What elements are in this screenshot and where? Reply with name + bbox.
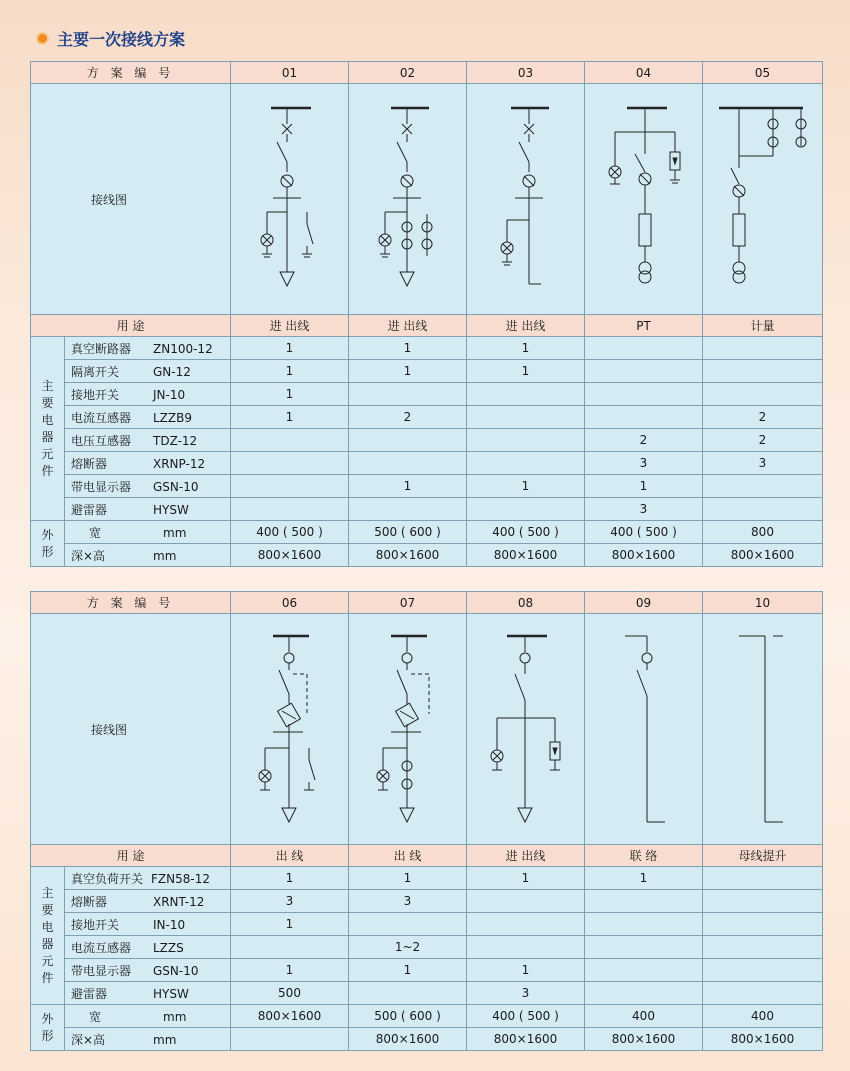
wiring-diagram-row <box>31 614 823 845</box>
table-cell: 800×1600 <box>349 544 467 567</box>
table-cell: 800×1600 <box>467 544 585 567</box>
diagram-breaker-ct-feeder-icon <box>349 84 467 314</box>
component-label: 避雷器 HYSW <box>65 982 231 1005</box>
table-cell: 500 ( 600 ) <box>349 521 467 544</box>
table-row <box>31 1028 823 1051</box>
table-cell <box>585 383 703 406</box>
table-cell <box>703 498 823 521</box>
use-cell: 进 出线 <box>349 315 467 337</box>
table-row <box>31 959 823 982</box>
use-cell: 进 出线 <box>467 845 585 867</box>
table-cell: 1 <box>467 959 585 982</box>
scheme-table-2 <box>30 591 823 1051</box>
table-cell <box>585 360 703 383</box>
dimension-label: 深×高 mm <box>65 544 231 567</box>
scheme-number-row <box>31 592 823 614</box>
use-label: 用 途 <box>31 315 231 337</box>
scheme-number: 07 <box>349 592 467 614</box>
scheme-number: 02 <box>349 62 467 84</box>
table-cell: 1 <box>467 360 585 383</box>
component-label: 电流互感器 LZZB9 <box>65 406 231 429</box>
component-label: 真空断路器 ZN100-12 <box>65 337 231 360</box>
diagram-load-switch-incoming-icon <box>467 614 585 844</box>
table-cell: 2 <box>703 406 823 429</box>
table-cell: 1 <box>349 337 467 360</box>
table-cell <box>231 452 349 475</box>
scheme-number: 10 <box>703 592 823 614</box>
wiring-diagram-row <box>31 84 823 315</box>
scheme-number: 09 <box>585 592 703 614</box>
component-label: 带电显示器 GSN-10 <box>65 959 231 982</box>
table-cell: 1 <box>231 406 349 429</box>
diagram-load-switch-fuse-icon <box>231 614 349 844</box>
component-label: 真空负荷开关 FZN58-12 <box>65 867 231 890</box>
component-label: 电流互感器 LZZS <box>65 936 231 959</box>
table-cell <box>585 890 703 913</box>
diagram-tie-icon <box>585 614 703 844</box>
table-cell <box>703 913 823 936</box>
table-cell <box>231 1028 349 1051</box>
table-row <box>31 936 823 959</box>
table-cell: 1 <box>231 383 349 406</box>
wiring-diagram-02 <box>349 84 467 315</box>
table-row <box>31 406 823 429</box>
table-cell <box>467 383 585 406</box>
table-cell: 1 <box>349 867 467 890</box>
main-components-group-label: 主 要 电 器 元 件 <box>31 867 65 1005</box>
use-cell: 母线提升 <box>703 845 823 867</box>
table-cell: 1 <box>349 360 467 383</box>
table-row <box>31 982 823 1005</box>
table-cell: 800×1600 <box>585 544 703 567</box>
table-cell: 400 <box>703 1005 823 1028</box>
table-row <box>31 337 823 360</box>
table-cell <box>703 383 823 406</box>
table-cell: 1 <box>467 475 585 498</box>
table-cell <box>349 498 467 521</box>
table-cell: 3 <box>467 982 585 1005</box>
table-cell <box>467 498 585 521</box>
wiring-diagram-07 <box>349 614 467 845</box>
component-label: 避雷器 HYSW <box>65 498 231 521</box>
main-components-group-label: 主 要 电 器 元 件 <box>31 337 65 521</box>
wiring-diagram-08 <box>467 614 585 845</box>
table-cell: 3 <box>585 498 703 521</box>
table-cell <box>467 429 585 452</box>
table-cell: 800×1600 <box>231 544 349 567</box>
wiring-diagram-01 <box>231 84 349 315</box>
table-cell <box>703 890 823 913</box>
table-cell: 400 ( 500 ) <box>585 521 703 544</box>
wiring-diagram-05 <box>703 84 823 315</box>
table-cell: 800×1600 <box>349 1028 467 1051</box>
use-row <box>31 845 823 867</box>
table-cell: 800×1600 <box>585 1028 703 1051</box>
wiring-diagram-09 <box>585 614 703 845</box>
use-cell: 进 出线 <box>467 315 585 337</box>
table-cell: 400 ( 500 ) <box>467 1005 585 1028</box>
use-cell: 进 出线 <box>231 315 349 337</box>
table-cell: 1 <box>467 337 585 360</box>
table-cell <box>585 936 703 959</box>
table-row <box>31 383 823 406</box>
diagram-bus-riser-icon <box>703 614 823 844</box>
component-label: 接地开关 JN-10 <box>65 383 231 406</box>
table-cell <box>585 982 703 1005</box>
component-label: 熔断器 XRNT-12 <box>65 890 231 913</box>
table-cell: 2 <box>585 429 703 452</box>
table-cell: 800 <box>703 521 823 544</box>
table-cell <box>703 337 823 360</box>
table-cell <box>467 406 585 429</box>
diagram-breaker-feeder-icon <box>231 84 349 314</box>
table-row <box>31 429 823 452</box>
table-cell: 800×1600 <box>703 1028 823 1051</box>
table-row <box>31 360 823 383</box>
diagram-voltage-transformer-icon <box>585 84 703 314</box>
table-cell: 2 <box>703 429 823 452</box>
table-cell <box>349 452 467 475</box>
table-cell: 1 <box>349 959 467 982</box>
table-cell: 3 <box>703 452 823 475</box>
table-cell <box>231 429 349 452</box>
wiring-diagram-label: 接线图 <box>31 614 231 845</box>
table-cell <box>703 360 823 383</box>
table-cell <box>467 452 585 475</box>
table-cell <box>585 913 703 936</box>
table-cell <box>467 890 585 913</box>
table-cell <box>231 475 349 498</box>
table-cell: 1 <box>467 867 585 890</box>
table-cell: 1 <box>231 959 349 982</box>
table-cell: 3 <box>349 890 467 913</box>
diagram-metering-icon <box>703 84 823 314</box>
table-cell: 400 ( 500 ) <box>467 521 585 544</box>
table-row <box>31 867 823 890</box>
table-cell: 500 <box>231 982 349 1005</box>
page-title: 主要一次接线方案 <box>57 30 186 49</box>
table-row <box>31 1005 823 1028</box>
scheme-number: 08 <box>467 592 585 614</box>
dimension-label: 宽 mm <box>65 1005 231 1028</box>
use-cell: PT <box>585 315 703 337</box>
scheme-number: 04 <box>585 62 703 84</box>
scheme-number: 03 <box>467 62 585 84</box>
table-cell <box>231 498 349 521</box>
table-row <box>31 913 823 936</box>
table-row <box>31 890 823 913</box>
use-cell: 计量 <box>703 315 823 337</box>
table-row <box>31 544 823 567</box>
table-cell <box>467 913 585 936</box>
wiring-diagram-06 <box>231 614 349 845</box>
table-cell <box>703 959 823 982</box>
wiring-diagram-label: 接线图 <box>31 84 231 315</box>
shape-group-label: 外 形 <box>31 521 65 567</box>
table-cell: 1 <box>585 475 703 498</box>
table-cell <box>349 982 467 1005</box>
table-cell: 1 <box>231 913 349 936</box>
table-cell: 1 <box>231 867 349 890</box>
table-cell <box>703 936 823 959</box>
scheme-number-label: 方 案 编 号 <box>31 592 231 614</box>
wiring-diagram-10 <box>703 614 823 845</box>
component-label: 接地开关 IN-10 <box>65 913 231 936</box>
component-label: 隔离开关 GN-12 <box>65 360 231 383</box>
table-cell: 800×1600 <box>467 1028 585 1051</box>
table-cell <box>349 913 467 936</box>
table-cell: 800×1600 <box>703 544 823 567</box>
use-label: 用 途 <box>31 845 231 867</box>
diagram-load-switch-fuse-ct-icon <box>349 614 467 844</box>
table-cell <box>585 406 703 429</box>
use-cell: 联 络 <box>585 845 703 867</box>
scheme-number-row <box>31 62 823 84</box>
table-cell <box>349 383 467 406</box>
scheme-table-1 <box>30 61 823 567</box>
table-cell: 1 <box>231 360 349 383</box>
use-cell: 出 线 <box>349 845 467 867</box>
table-cell: 400 <box>585 1005 703 1028</box>
table-cell: 1 <box>349 475 467 498</box>
table-cell: 800×1600 <box>231 1005 349 1028</box>
table-cell: 400 ( 500 ) <box>231 521 349 544</box>
diagram-breaker-incoming-icon <box>467 84 585 314</box>
table-cell: 2 <box>349 406 467 429</box>
scheme-number: 05 <box>703 62 823 84</box>
table-cell <box>467 936 585 959</box>
dimension-label: 宽 mm <box>65 521 231 544</box>
scheme-number-label: 方 案 编 号 <box>31 62 231 84</box>
table-row <box>31 498 823 521</box>
table-cell <box>703 475 823 498</box>
table-cell: 1 <box>585 867 703 890</box>
table-row <box>31 475 823 498</box>
table-cell <box>231 936 349 959</box>
table-row <box>31 521 823 544</box>
scheme-number: 06 <box>231 592 349 614</box>
component-label: 电压互感器 TDZ-12 <box>65 429 231 452</box>
table-cell <box>703 867 823 890</box>
table-cell <box>585 959 703 982</box>
table-cell <box>349 429 467 452</box>
dimension-label: 深×高 mm <box>65 1028 231 1051</box>
use-row <box>31 315 823 337</box>
component-label: 熔断器 XRNP-12 <box>65 452 231 475</box>
table-row <box>31 452 823 475</box>
table-cell: 1 <box>231 337 349 360</box>
table-cell: 3 <box>231 890 349 913</box>
section-heading <box>36 27 185 50</box>
circle-bullet-icon <box>36 32 49 45</box>
table-cell <box>585 337 703 360</box>
wiring-diagram-03 <box>467 84 585 315</box>
shape-group-label: 外 形 <box>31 1005 65 1051</box>
table-cell: 3 <box>585 452 703 475</box>
component-label: 带电显示器 GSN-10 <box>65 475 231 498</box>
wiring-diagram-04 <box>585 84 703 315</box>
scheme-number: 01 <box>231 62 349 84</box>
table-cell: 500 ( 600 ) <box>349 1005 467 1028</box>
use-cell: 出 线 <box>231 845 349 867</box>
table-cell <box>703 982 823 1005</box>
table-cell: 1~2 <box>349 936 467 959</box>
